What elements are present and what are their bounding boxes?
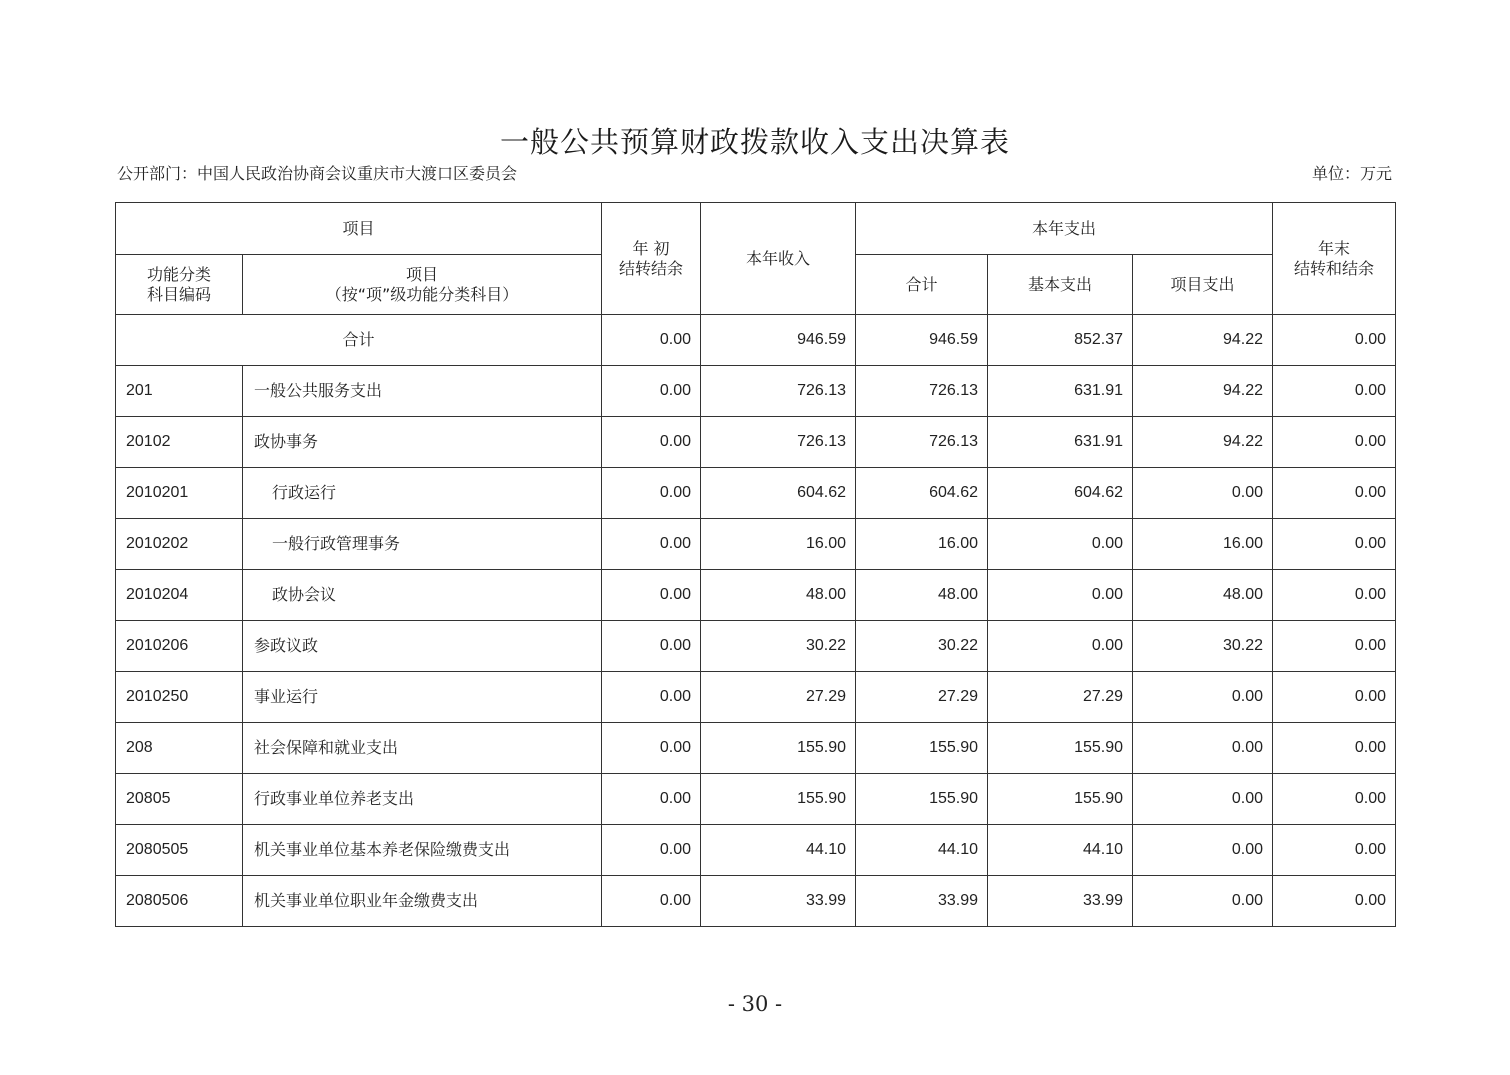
row-expense-basic: 631.91	[988, 366, 1133, 417]
header-closing-line1: 年末	[1318, 238, 1351, 258]
row-expense-project: 0.00	[1133, 774, 1273, 825]
row-name: 政协会议	[243, 570, 602, 621]
row-closing: 0.00	[1273, 417, 1396, 468]
row-code: 208	[116, 723, 243, 774]
row-opening: 0.00	[602, 570, 701, 621]
unit-label: 单位：万元	[1311, 164, 1392, 183]
row-expense-project: 0.00	[1133, 825, 1273, 876]
header-opening-line1: 年 初	[632, 238, 670, 258]
row-income: 33.99	[701, 876, 856, 927]
table-row	[116, 570, 1396, 621]
budget-table	[115, 202, 1396, 927]
row-code: 2010204	[116, 570, 243, 621]
row-income: 16.00	[701, 519, 856, 570]
row-income: 155.90	[701, 723, 856, 774]
row-expense-project: 0.00	[1133, 672, 1273, 723]
department-label: 公开部门：中国人民政治协商会议重庆市大渡口区委员会	[117, 164, 518, 183]
header-expense: 本年支出	[856, 203, 1273, 255]
row-expense-total: 155.90	[856, 774, 988, 825]
total-closing: 0.00	[1273, 315, 1396, 366]
total-expense-basic: 852.37	[988, 315, 1133, 366]
row-opening: 0.00	[602, 468, 701, 519]
table-row	[116, 621, 1396, 672]
row-expense-basic: 0.00	[988, 519, 1133, 570]
row-name: 参政议政	[243, 621, 602, 672]
table-row	[116, 468, 1396, 519]
row-expense-project: 48.00	[1133, 570, 1273, 621]
row-income: 48.00	[701, 570, 856, 621]
row-expense-total: 604.62	[856, 468, 988, 519]
row-expense-basic: 604.62	[988, 468, 1133, 519]
row-code: 20102	[116, 417, 243, 468]
row-closing: 0.00	[1273, 672, 1396, 723]
row-closing: 0.00	[1273, 774, 1396, 825]
total-opening: 0.00	[602, 315, 701, 366]
row-income: 604.62	[701, 468, 856, 519]
row-name: 一般行政管理事务	[243, 519, 602, 570]
row-expense-basic: 0.00	[988, 621, 1133, 672]
row-expense-basic: 631.91	[988, 417, 1133, 468]
row-closing: 0.00	[1273, 621, 1396, 672]
row-closing: 0.00	[1273, 825, 1396, 876]
row-expense-basic: 155.90	[988, 774, 1133, 825]
total-expense-total: 946.59	[856, 315, 988, 366]
total-label: 合计	[116, 315, 602, 366]
row-code: 2010250	[116, 672, 243, 723]
row-expense-total: 27.29	[856, 672, 988, 723]
total-expense-project: 94.22	[1133, 315, 1273, 366]
row-name: 一般公共服务支出	[243, 366, 602, 417]
row-expense-total: 30.22	[856, 621, 988, 672]
header-closing-line2: 结转和结余	[1294, 258, 1375, 278]
header-func-code-line1: 功能分类	[146, 264, 211, 284]
header-func-code	[116, 255, 243, 315]
row-expense-project: 16.00	[1133, 519, 1273, 570]
row-expense-project: 30.22	[1133, 621, 1273, 672]
header-closing-balance	[1273, 203, 1396, 315]
row-income: 155.90	[701, 774, 856, 825]
header-func-code-line2: 科目编码	[146, 284, 211, 304]
total-row	[116, 315, 1396, 366]
table-row	[116, 774, 1396, 825]
table-row	[116, 876, 1396, 927]
page-title: 一般公共预算财政拨款收入支出决算表	[499, 125, 1010, 159]
row-opening: 0.00	[602, 723, 701, 774]
header-opening-line2: 结转结余	[619, 258, 684, 278]
row-name: 政协事务	[243, 417, 602, 468]
row-code: 2080506	[116, 876, 243, 927]
header-row-1	[116, 203, 1396, 255]
row-opening: 0.00	[602, 672, 701, 723]
row-name: 行政运行	[243, 468, 602, 519]
row-code: 2080505	[116, 825, 243, 876]
header-expense-total: 合计	[856, 255, 988, 315]
row-expense-project: 94.22	[1133, 366, 1273, 417]
row-name: 机关事业单位基本养老保险缴费支出	[243, 825, 602, 876]
row-closing: 0.00	[1273, 519, 1396, 570]
row-income: 30.22	[701, 621, 856, 672]
page-number: - 30 -	[727, 992, 783, 1016]
row-expense-total: 16.00	[856, 519, 988, 570]
header-item-line1: 项目	[406, 264, 439, 284]
row-code: 2010202	[116, 519, 243, 570]
row-expense-basic: 155.90	[988, 723, 1133, 774]
row-closing: 0.00	[1273, 366, 1396, 417]
row-closing: 0.00	[1273, 876, 1396, 927]
row-name: 行政事业单位养老支出	[243, 774, 602, 825]
row-opening: 0.00	[602, 519, 701, 570]
row-opening: 0.00	[602, 366, 701, 417]
row-name: 机关事业单位职业年金缴费支出	[243, 876, 602, 927]
row-expense-project: 94.22	[1133, 417, 1273, 468]
table-row	[116, 417, 1396, 468]
row-income: 726.13	[701, 366, 856, 417]
row-expense-project: 0.00	[1133, 876, 1273, 927]
row-closing: 0.00	[1273, 468, 1396, 519]
row-closing: 0.00	[1273, 570, 1396, 621]
total-income: 946.59	[701, 315, 856, 366]
header-income: 本年收入	[701, 203, 856, 315]
table-row	[116, 519, 1396, 570]
row-closing: 0.00	[1273, 723, 1396, 774]
row-income: 44.10	[701, 825, 856, 876]
row-expense-total: 33.99	[856, 876, 988, 927]
row-expense-total: 48.00	[856, 570, 988, 621]
row-opening: 0.00	[602, 774, 701, 825]
row-expense-total: 44.10	[856, 825, 988, 876]
row-code: 201	[116, 366, 243, 417]
header-item	[243, 255, 602, 315]
row-opening: 0.00	[602, 417, 701, 468]
row-income: 726.13	[701, 417, 856, 468]
row-code: 20805	[116, 774, 243, 825]
row-expense-basic: 27.29	[988, 672, 1133, 723]
row-expense-total: 726.13	[856, 417, 988, 468]
header-opening-balance	[602, 203, 701, 315]
table-row	[116, 723, 1396, 774]
row-expense-total: 726.13	[856, 366, 988, 417]
row-opening: 0.00	[602, 621, 701, 672]
row-expense-basic: 0.00	[988, 570, 1133, 621]
header-expense-project: 项目支出	[1133, 255, 1273, 315]
header-expense-basic: 基本支出	[988, 255, 1133, 315]
row-opening: 0.00	[602, 825, 701, 876]
header-item-line2: （按“项”级功能分类科目）	[325, 284, 519, 304]
row-expense-basic: 33.99	[988, 876, 1133, 927]
row-expense-project: 0.00	[1133, 723, 1273, 774]
row-name: 社会保障和就业支出	[243, 723, 602, 774]
table-row	[116, 672, 1396, 723]
row-name: 事业运行	[243, 672, 602, 723]
row-code: 2010206	[116, 621, 243, 672]
row-expense-basic: 44.10	[988, 825, 1133, 876]
row-expense-total: 155.90	[856, 723, 988, 774]
table-row	[116, 825, 1396, 876]
header-project: 项目	[116, 203, 602, 255]
row-income: 27.29	[701, 672, 856, 723]
row-opening: 0.00	[602, 876, 701, 927]
table-row	[116, 366, 1396, 417]
row-expense-project: 0.00	[1133, 468, 1273, 519]
row-code: 2010201	[116, 468, 243, 519]
